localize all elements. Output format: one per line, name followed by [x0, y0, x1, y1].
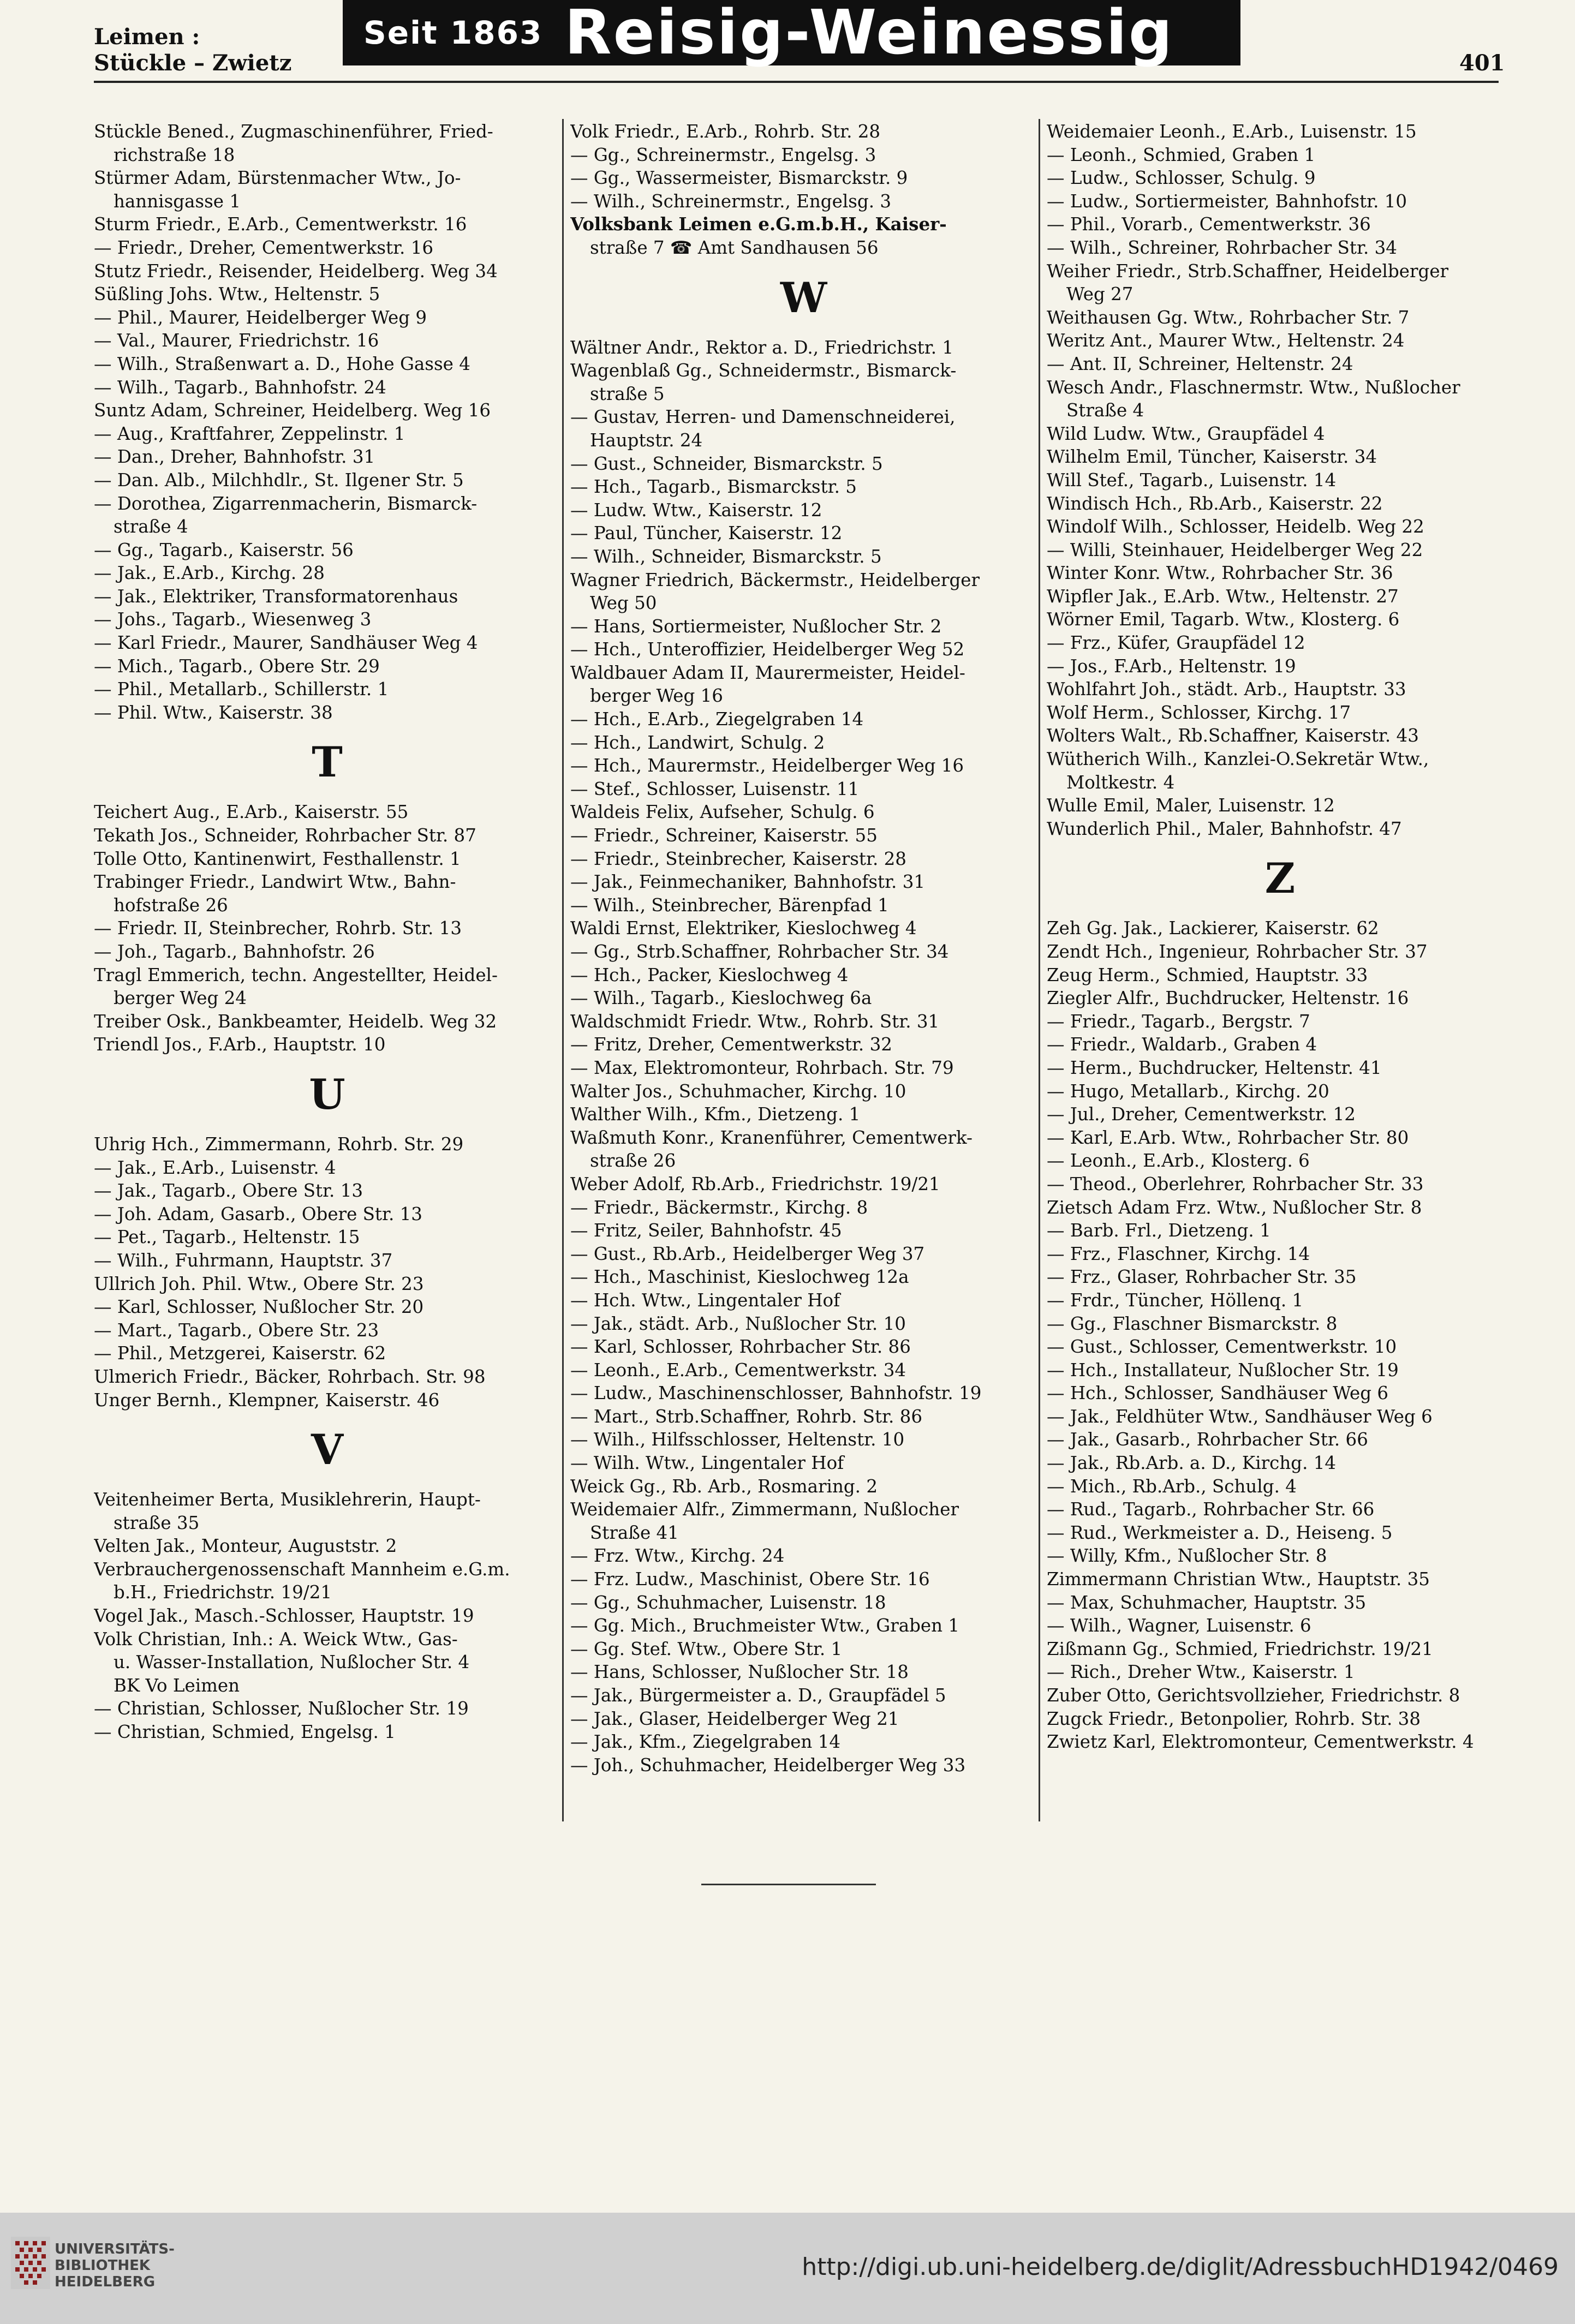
directory-entry: Weidemaier Leonh., E.Arb., Luisenstr. 15 — [1047, 121, 1417, 142]
directory-entry: Stutz Friedr., Reisender, Heidelberg. Weg 34 — [94, 260, 498, 282]
directory-entry: — Hch., Landwirt, Schulg. 2 — [570, 732, 825, 753]
directory-entry: — Gg., Tagarb., Kaiserstr. 56 — [94, 539, 354, 560]
directory-entry: — Gust., Schneider, Bismarckstr. 5 — [570, 453, 883, 474]
directory-entry: Vogel Jak., Masch.-Schlosser, Hauptstr. 19 — [94, 1605, 474, 1627]
directory-entry: Wulle Emil, Maler, Luisenstr. 12 — [1047, 795, 1335, 816]
directory-entry: — Frz., Küfer, Graupfädel 12 — [1047, 632, 1305, 654]
directory-entry: — Gust., Schlosser, Cementwerkstr. 10 — [1047, 1336, 1397, 1358]
directory-entry: — Hugo, Metallarb., Kirchg. 20 — [1047, 1080, 1329, 1102]
directory-entry: Windolf Wilh., Schlosser, Heidelb. Weg 22 — [1047, 516, 1424, 537]
header-range: Stückle – Zwietz — [94, 50, 292, 76]
directory-entry: Zeug Herm., Schmied, Hauptstr. 33 — [1047, 964, 1368, 985]
directory-entry: Sturm Friedr., E.Arb., Cementwerkstr. 16 — [94, 214, 467, 235]
directory-entry: — Wilh., Tagarb., Bahnhofstr. 24 — [94, 377, 386, 398]
directory-entry: — Max, Elektromonteur, Rohrbach. Str. 79 — [570, 1057, 954, 1078]
directory-entry: — Hch., Installateur, Nußlocher Str. 19 — [1047, 1359, 1399, 1381]
directory-entry: Wunderlich Phil., Maler, Bahnhofstr. 47 — [1047, 818, 1402, 839]
directory-entry: — Jak., Tagarb., Obere Str. 13 — [94, 1180, 363, 1202]
directory-entry: Volksbank Leimen e.G.m.b.H., Kaiser- — [570, 213, 947, 235]
directory-entry: — Dan. Alb., Milchhdlr., St. Ilgener Str. 5 — [94, 469, 464, 491]
advertisement-banner — [343, 0, 1240, 68]
directory-entry: — Mart., Tagarb., Obere Str. 23 — [94, 1319, 379, 1341]
directory-entry: Triendl Jos., F.Arb., Hauptstr. 10 — [94, 1034, 386, 1055]
section-letter: T — [312, 738, 343, 787]
directory-entry: Trabinger Friedr., Landwirt Wtw., Bahn- — [94, 871, 456, 893]
directory-entry: Windisch Hch., Rb.Arb., Kaiserstr. 22 — [1047, 493, 1383, 514]
directory-entry: — Gg., Strb.Schaffner, Rohrbacher Str. 34 — [570, 941, 949, 962]
directory-entry: — Gg., Schuhmacher, Luisenstr. 18 — [570, 1592, 886, 1613]
directory-entry: — Phil., Maurer, Heidelberger Weg 9 — [94, 307, 427, 328]
directory-entry: Weick Gg., Rb. Arb., Rosmaring. 2 — [570, 1475, 878, 1497]
directory-entry: — Wilh., Wagner, Luisenstr. 6 — [1047, 1615, 1311, 1636]
directory-entry: — Val., Maurer, Friedrichstr. 16 — [94, 330, 379, 351]
directory-entry: Treiber Osk., Bankbeamter, Heidelb. Weg 32 — [94, 1011, 497, 1032]
directory-entry: — Wilh., Steinbrecher, Bärenpfad 1 — [570, 894, 889, 916]
directory-entry: — Jak., Elektriker, Transformatorenhaus — [94, 586, 458, 607]
directory-entry: — Karl, E.Arb. Wtw., Rohrbacher Str. 80 — [1047, 1127, 1409, 1148]
section-letter: U — [309, 1070, 345, 1119]
directory-entry: — Gg. Stef. Wtw., Obere Str. 1 — [570, 1638, 843, 1659]
end-rule — [701, 1884, 876, 1885]
directory-entry: — Frz. Ludw., Maschinist, Obere Str. 16 — [570, 1569, 930, 1590]
directory-entry: — Frz. Wtw., Kirchg. 24 — [570, 1545, 785, 1567]
directory-entry: Waldbauer Adam II, Maurermeister, Heidel- — [570, 662, 965, 683]
directory-entry: — Ludw., Maschinenschlosser, Bahnhofstr. 19 — [570, 1383, 982, 1404]
directory-entry: — Gg. Mich., Bruchmeister Wtw., Graben 1 — [570, 1615, 960, 1636]
directory-entry: — Friedr., Tagarb., Bergstr. 7 — [1047, 1011, 1310, 1032]
directory-entry: Stückle Bened., Zugmaschinenführer, Fried- — [94, 121, 493, 142]
directory-entry: — Joh. Adam, Gasarb., Obere Str. 13 — [94, 1203, 422, 1224]
directory-entry: Wagner Friedrich, Bäckermstr., Heidelberger — [570, 569, 980, 590]
directory-entry: Wild Ludw. Wtw., Graupfädel 4 — [1047, 423, 1325, 444]
directory-entry: — Joh., Tagarb., Bahnhofstr. 26 — [94, 941, 375, 962]
directory-entry: — Ant. II, Schreiner, Heltenstr. 24 — [1047, 353, 1353, 374]
directory-entry: — Friedr. II, Steinbrecher, Rohrb. Str. 13 — [94, 918, 462, 939]
entry-continuation: BK Vo Leimen — [114, 1675, 240, 1696]
directory-entry: Walter Jos., Schuhmacher, Kirchg. 10 — [570, 1080, 906, 1102]
directory-entry: Zendt Hch., Ingenieur, Rohrbacher Str. 37 — [1047, 941, 1428, 962]
directory-entry: — Barb. Frl., Dietzeng. 1 — [1047, 1220, 1271, 1241]
entry-continuation: Weg 50 — [590, 593, 657, 614]
directory-entry: Volk Christian, Inh.: A. Weick Wtw., Gas- — [94, 1628, 458, 1650]
directory-entry: — Rud., Werkmeister a. D., Heiseng. 5 — [1047, 1522, 1393, 1543]
library-name-line: HEIDELBERG — [55, 2274, 156, 2290]
directory-entry: — Theod., Oberlehrer, Rohrbacher Str. 33 — [1047, 1173, 1424, 1194]
directory-entry: Walther Wilh., Kfm., Dietzeng. 1 — [570, 1104, 861, 1125]
directory-entry: — Johs., Tagarb., Wiesenweg 3 — [94, 609, 372, 630]
entry-continuation: Hauptstr. 24 — [590, 429, 703, 451]
directory-entry: Tragl Emmerich, techn. Angestellter, Heidel- — [94, 964, 498, 985]
directory-entry: — Wilh., Straßenwart a. D., Hohe Gasse 4 — [94, 353, 470, 374]
directory-entry: — Leonh., Schmied, Graben 1 — [1047, 144, 1316, 165]
directory-entry: Wagenblaß Gg., Schneidermstr., Bismarck- — [570, 360, 957, 381]
entry-continuation: straße 35 — [114, 1512, 200, 1533]
directory-entry: — Karl, Schlosser, Rohrbacher Str. 86 — [570, 1336, 911, 1358]
directory-entry: — Gust., Rb.Arb., Heidelberger Weg 37 — [570, 1243, 925, 1264]
entry-continuation: b.H., Friedrichstr. 19/21 — [114, 1582, 332, 1603]
directory-entry: Teichert Aug., E.Arb., Kaiserstr. 55 — [94, 802, 409, 823]
entry-continuation: straße 7 ☎ Amt Sandhausen 56 — [590, 237, 879, 258]
entry-continuation: berger Weg 16 — [590, 685, 723, 707]
directory-entry: Stürmer Adam, Bürstenmacher Wtw., Jo- — [94, 168, 461, 189]
directory-entry: — Jak., Feldhüter Wtw., Sandhäuser Weg 6 — [1047, 1406, 1433, 1427]
entry-continuation: hofstraße 26 — [114, 894, 228, 916]
library-name — [55, 2241, 175, 2290]
entry-continuation: Weg 27 — [1066, 284, 1133, 305]
directory-entry: — Rud., Tagarb., Rohrbacher Str. 66 — [1047, 1499, 1375, 1520]
directory-entry: — Hch., Maschinist, Kieslochweg 12a — [570, 1266, 909, 1288]
directory-entry: — Gg., Flaschner Bismarckstr. 8 — [1047, 1313, 1338, 1334]
directory-column-2 — [570, 120, 1037, 1777]
directory-entry: Zuber Otto, Gerichtsvollzieher, Friedrichstr. 8 — [1047, 1685, 1460, 1706]
entry-continuation: straße 5 — [590, 383, 665, 404]
directory-entry: — Wilh., Schneider, Bismarckstr. 5 — [570, 546, 882, 567]
directory-entry: Wältner Andr., Rektor a. D., Friedrichstr. 1 — [570, 337, 954, 358]
directory-entry: Suntz Adam, Schreiner, Heidelberg. Weg 16 — [94, 400, 491, 421]
directory-entry: Weritz Ant., Maurer Wtw., Heltenstr. 24 — [1047, 330, 1405, 351]
directory-entry: — Gg., Wassermeister, Bismarckstr. 9 — [570, 168, 908, 189]
directory-entry: — Dorothea, Zigarrenmacherin, Bismarck- — [94, 493, 478, 514]
directory-entry: Winter Konr. Wtw., Rohrbacher Str. 36 — [1047, 563, 1393, 584]
directory-entry: — Hch. Wtw., Lingentaler Hof — [570, 1289, 840, 1311]
directory-entry: — Hch., Maurermstr., Heidelberger Weg 16 — [570, 755, 964, 776]
section-letter: V — [311, 1425, 343, 1474]
directory-entry: Waldeis Felix, Aufseher, Schulg. 6 — [570, 802, 875, 823]
directory-entry: — Willi, Steinhauer, Heidelberger Weg 22 — [1047, 539, 1423, 560]
directory-entry: — Aug., Kraftfahrer, Zeppelinstr. 1 — [94, 423, 405, 444]
directory-entry: — Fritz, Seiler, Bahnhofstr. 45 — [570, 1220, 842, 1241]
library-name-line: UNIVERSITÄTS- — [55, 2241, 175, 2257]
directory-entry: — Hch., Schlosser, Sandhäuser Weg 6 — [1047, 1383, 1389, 1404]
directory-column-1 — [94, 120, 560, 1744]
directory-entry: — Dan., Dreher, Bahnhofstr. 31 — [94, 446, 375, 468]
directory-entry: — Hans, Schlosser, Nußlocher Str. 18 — [570, 1662, 909, 1683]
directory-entry: — Ludw., Sortiermeister, Bahnhofstr. 10 — [1047, 190, 1407, 212]
directory-entry: — Phil., Metzgerei, Kaiserstr. 62 — [94, 1343, 386, 1364]
directory-entry: — Jak., E.Arb., Luisenstr. 4 — [94, 1157, 336, 1178]
entry-continuation: berger Weg 24 — [114, 988, 247, 1009]
directory-entry: — Ludw. Wtw., Kaiserstr. 12 — [570, 499, 822, 521]
directory-entry: Zwietz Karl, Elektromonteur, Cementwerkstr. 4 — [1047, 1731, 1474, 1753]
directory-entry: — Phil. Wtw., Kaiserstr. 38 — [94, 702, 333, 723]
directory-entry: — Jak., E.Arb., Kirchg. 28 — [94, 563, 325, 584]
directory-entry: — Friedr., Dreher, Cementwerkstr. 16 — [94, 237, 434, 258]
section-letter: W — [780, 273, 827, 322]
directory-entry: — Jak., Rb.Arb. a. D., Kirchg. 14 — [1047, 1453, 1337, 1474]
directory-entry: Weidemaier Alfr., Zimmermann, Nußlocher — [570, 1499, 959, 1520]
directory-entry: — Phil., Metallarb., Schillerstr. 1 — [94, 679, 389, 700]
directory-entry: — Ludw., Schlosser, Schulg. 9 — [1047, 168, 1316, 189]
directory-entry: — Friedr., Bäckermstr., Kirchg. 8 — [570, 1197, 868, 1218]
directory-entry: Wolf Herm., Schlosser, Kirchg. 17 — [1047, 702, 1351, 723]
directory-entry: Waßmuth Konr., Kranenführer, Cementwerk- — [570, 1127, 973, 1148]
directory-entry: — Hans, Sortiermeister, Nußlocher Str. 2 — [570, 616, 942, 637]
entry-continuation: u. Wasser-Installation, Nußlocher Str. 4 — [114, 1652, 470, 1673]
directory-entry: — Joh., Schuhmacher, Heidelberger Weg 33 — [570, 1754, 966, 1776]
directory-entry: Zietsch Adam Frz. Wtw., Nußlocher Str. 8 — [1047, 1197, 1422, 1218]
directory-entry: — Paul, Tüncher, Kaiserstr. 12 — [570, 523, 843, 544]
entry-continuation: richstraße 18 — [114, 144, 235, 165]
directory-entry: Tolle Otto, Kantinenwirt, Festhallenstr. 1 — [94, 848, 461, 869]
directory-column-3 — [1047, 120, 1513, 1754]
header-rule — [94, 81, 1499, 83]
directory-entry: — Mich., Tagarb., Obere Str. 29 — [94, 655, 380, 677]
directory-entry: — Friedr., Waldarb., Graben 4 — [1047, 1034, 1317, 1055]
directory-entry: — Herm., Buchdrucker, Heltenstr. 41 — [1047, 1057, 1382, 1078]
directory-entry: — Wilh., Schreinermstr., Engelsg. 3 — [570, 190, 892, 212]
directory-entry: Waldschmidt Friedr. Wtw., Rohrb. Str. 31 — [570, 1011, 940, 1032]
directory-entry: Weiher Friedr., Strb.Schaffner, Heidelberger — [1047, 260, 1449, 282]
directory-entry: Unger Bernh., Klempner, Kaiserstr. 46 — [94, 1389, 440, 1411]
entry-continuation: hannisgasse 1 — [114, 190, 241, 212]
directory-entry: Veitenheimer Berta, Musiklehrerin, Haupt- — [94, 1489, 481, 1510]
directory-entry: Ullrich Joh. Phil. Wtw., Obere Str. 23 — [94, 1273, 424, 1294]
directory-entry: — Friedr., Schreiner, Kaiserstr. 55 — [570, 825, 878, 846]
entry-continuation: Straße 4 — [1066, 400, 1144, 421]
directory-entry: — Wilh., Fuhrmann, Hauptstr. 37 — [94, 1250, 393, 1271]
directory-entry: Volk Friedr., E.Arb., Rohrb. Str. 28 — [570, 121, 881, 142]
directory-entry: — Phil., Vorarb., Cementwerkstr. 36 — [1047, 214, 1371, 235]
section-letter: Z — [1264, 854, 1296, 903]
directory-entry: Weithausen Gg. Wtw., Rohrbacher Str. 7 — [1047, 307, 1410, 328]
directory-entry: Ulmerich Friedr., Bäcker, Rohrbach. Str. 98 — [94, 1366, 486, 1387]
directory-entry: — Mart., Strb.Schaffner, Rohrb. Str. 86 — [570, 1406, 923, 1427]
directory-entry: Wipfler Jak., E.Arb. Wtw., Heltenstr. 27 — [1047, 586, 1399, 607]
directory-entry: — Gustav, Herren- und Damenschneiderei, — [570, 407, 956, 428]
directory-entry: — Hch., Packer, Kieslochweg 4 — [570, 964, 849, 985]
directory-entry: Ziegler Alfr., Buchdrucker, Heltenstr. 16 — [1047, 988, 1409, 1009]
header-place: Leimen : — [94, 24, 200, 50]
directory-entry: — Karl Friedr., Maurer, Sandhäuser Weg 4 — [94, 632, 478, 654]
directory-entry: — Friedr., Steinbrecher, Kaiserstr. 28 — [570, 848, 906, 869]
page-header-left — [94, 24, 291, 76]
directory-entry: Waldi Ernst, Elektriker, Kieslochweg 4 — [570, 918, 917, 939]
directory-entry: — Jak., Glaser, Heidelberger Weg 21 — [570, 1708, 899, 1729]
directory-entry: Zißmann Gg., Schmied, Friedrichstr. 19/21 — [1047, 1638, 1433, 1659]
directory-entry: Wolters Walt., Rb.Schaffner, Kaiserstr. 43 — [1047, 725, 1419, 746]
library-logo-icon — [11, 2237, 50, 2289]
directory-entry: — Frz., Flaschner, Kirchg. 14 — [1047, 1243, 1310, 1264]
directory-entry: — Hch., Tagarb., Bismarckstr. 5 — [570, 476, 857, 498]
directory-entry: — Frz., Glaser, Rohrbacher Str. 35 — [1047, 1266, 1357, 1288]
directory-entry: — Wilh., Schreiner, Rohrbacher Str. 34 — [1047, 237, 1397, 258]
directory-entry: — Jak., Kfm., Ziegelgraben 14 — [570, 1731, 841, 1753]
column-divider — [1039, 119, 1040, 1821]
directory-entry: Wesch Andr., Flaschnermstr. Wtw., Nußlocher — [1047, 377, 1460, 398]
directory-entry: Süßling Johs. Wtw., Heltenstr. 5 — [94, 284, 380, 305]
banner-name: Reisig-Weinessig — [564, 0, 1174, 68]
directory-entry: — Jak., Feinmechaniker, Bahnhofstr. 31 — [570, 871, 926, 893]
page-number: 401 — [1459, 50, 1505, 76]
directory-entry: — Christian, Schlosser, Nußlocher Str. 19 — [94, 1698, 469, 1719]
directory-entry: — Hch., E.Arb., Ziegelgraben 14 — [570, 709, 864, 730]
directory-entry: — Jos., F.Arb., Heltenstr. 19 — [1047, 655, 1296, 677]
directory-entry: — Jul., Dreher, Cementwerkstr. 12 — [1047, 1104, 1356, 1125]
viewer-footer — [0, 2213, 1575, 2324]
directory-entry: — Rich., Dreher Wtw., Kaiserstr. 1 — [1047, 1662, 1355, 1683]
directory-entry: — Wilh., Hilfsschlosser, Heltenstr. 10 — [570, 1429, 905, 1450]
directory-entry: Tekath Jos., Schneider, Rohrbacher Str. 87 — [94, 825, 476, 846]
library-name-line: BIBLIOTHEK — [55, 2257, 151, 2274]
entry-continuation: straße 4 — [114, 516, 188, 537]
column-divider — [562, 119, 564, 1821]
directory-entry: Zimmermann Christian Wtw., Hauptstr. 35 — [1047, 1569, 1430, 1590]
directory-entry: Zugck Friedr., Betonpolier, Rohrb. Str. 38 — [1047, 1708, 1421, 1729]
directory-entry: — Max, Schuhmacher, Hauptstr. 35 — [1047, 1592, 1367, 1613]
directory-entry: — Willy, Kfm., Nußlocher Str. 8 — [1047, 1545, 1327, 1567]
entry-continuation: Straße 41 — [590, 1522, 679, 1543]
directory-entry: — Gg., Schreinermstr., Engelsg. 3 — [570, 144, 876, 165]
directory-entry: — Jak., Gasarb., Rohrbacher Str. 66 — [1047, 1429, 1368, 1450]
directory-entry: Zeh Gg. Jak., Lackierer, Kaiserstr. 62 — [1047, 918, 1379, 939]
banner-since: Seit 1863 — [363, 14, 543, 51]
directory-entry: Weber Adolf, Rb.Arb., Friedrichstr. 19/21 — [570, 1173, 940, 1194]
directory-entry: — Pet., Tagarb., Heltenstr. 15 — [94, 1227, 360, 1248]
directory-entry: — Wilh., Tagarb., Kieslochweg 6a — [570, 988, 872, 1009]
directory-entry: — Stef., Schlosser, Luisenstr. 11 — [570, 778, 860, 799]
directory-entry: — Karl, Schlosser, Nußlocher Str. 20 — [94, 1297, 424, 1318]
entry-continuation: straße 26 — [590, 1150, 676, 1172]
directory-entry: Verbrauchergenossenschaft Mannheim e.G.m. — [94, 1558, 510, 1580]
source-url-link[interactable]: http://digi.ub.uni-heidelberg.de/diglit/AdressbuchHD1942/0469 — [802, 2253, 1559, 2281]
directory-entry: — Mich., Rb.Arb., Schulg. 4 — [1047, 1475, 1297, 1497]
directory-entry: — Frdr., Tüncher, Höllenq. 1 — [1047, 1289, 1304, 1311]
directory-entry: Velten Jak., Monteur, Auguststr. 2 — [94, 1536, 397, 1557]
directory-entry: — Hch., Unteroffizier, Heidelberger Weg 52 — [570, 639, 965, 660]
directory-entry: Wörner Emil, Tagarb. Wtw., Klosterg. 6 — [1047, 609, 1400, 630]
directory-entry: Wilhelm Emil, Tüncher, Kaiserstr. 34 — [1047, 446, 1377, 468]
directory-entry: — Leonh., E.Arb., Klosterg. 6 — [1047, 1150, 1310, 1172]
directory-entry: — Leonh., E.Arb., Cementwerkstr. 34 — [570, 1359, 906, 1381]
directory-entry: — Wilh. Wtw., Lingentaler Hof — [570, 1453, 844, 1474]
directory-entry: — Fritz, Dreher, Cementwerkstr. 32 — [570, 1034, 892, 1055]
directory-entry: Wohlfahrt Joh., städt. Arb., Hauptstr. 33 — [1047, 679, 1406, 700]
directory-entry: Uhrig Hch., Zimmermann, Rohrb. Str. 29 — [94, 1133, 464, 1155]
directory-entry: — Christian, Schmied, Engelsg. 1 — [94, 1722, 396, 1743]
directory-entry: Will Stef., Tagarb., Luisenstr. 14 — [1047, 469, 1337, 491]
entry-continuation: Moltkestr. 4 — [1066, 772, 1175, 793]
directory-entry: — Jak., städt. Arb., Nußlocher Str. 10 — [570, 1313, 906, 1334]
directory-entry: — Jak., Bürgermeister a. D., Graupfädel 5 — [570, 1685, 946, 1706]
directory-entry: Wütherich Wilh., Kanzlei-O.Sekretär Wtw., — [1047, 749, 1429, 770]
